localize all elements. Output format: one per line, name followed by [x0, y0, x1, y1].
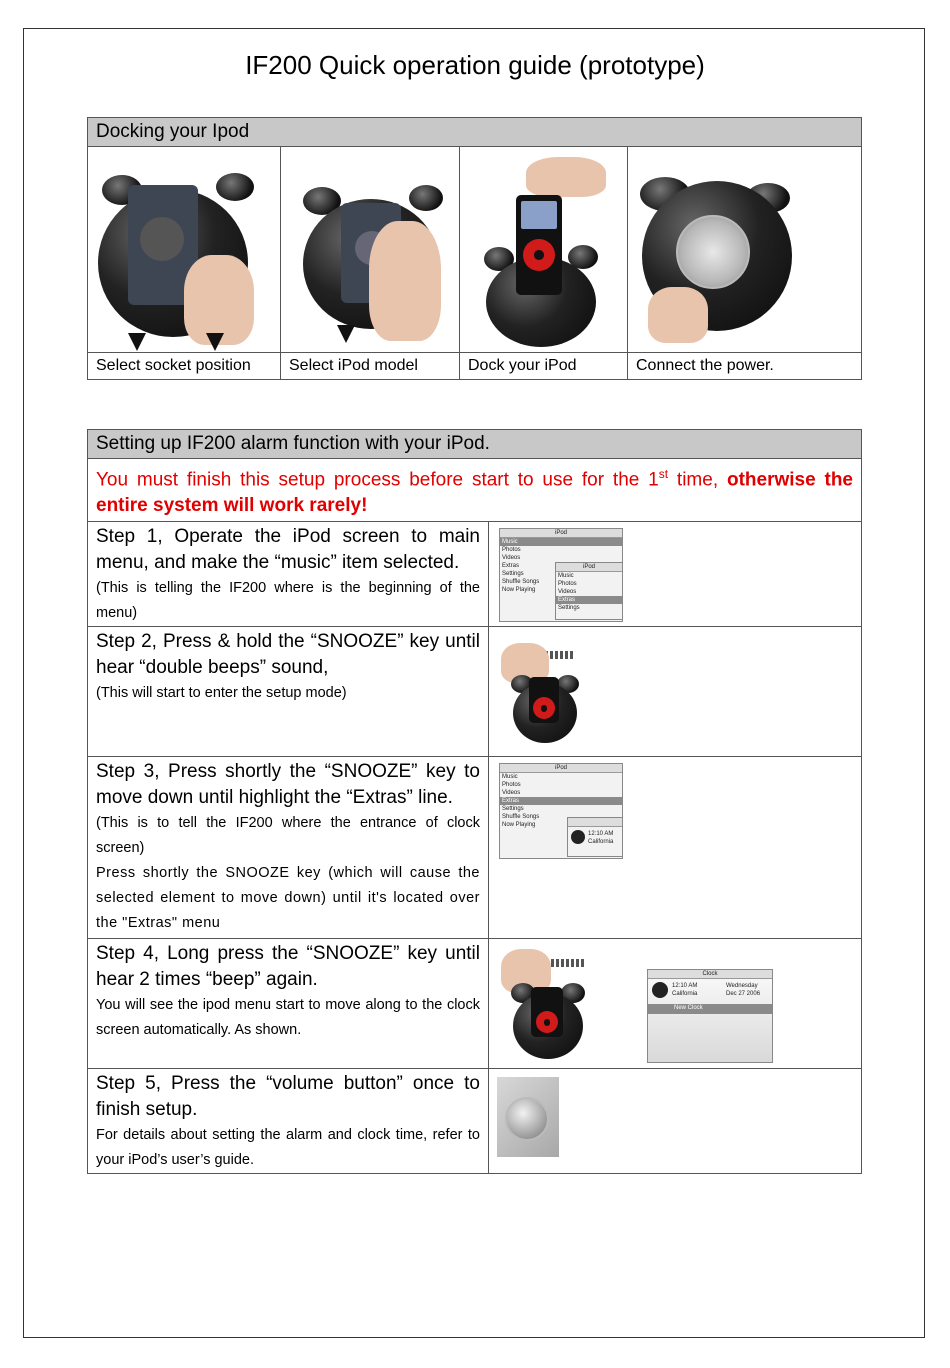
setup-warning: You must finish this setup process before start to use for the 1st time, otherwise the entire system will work rarely! — [88, 459, 862, 522]
step-5-main: Step 5, Press the “volume button” once to finish setup. — [96, 1073, 480, 1121]
step-1-note: (This is telling the IF200 where is the beginning of the menu) — [96, 580, 480, 622]
step-3-note-2: Press shortly the SNOOZE key (which will cause the selected element to move down) until it's located over the "Extras" menu — [96, 865, 480, 932]
step-4-main: Step 4, Long press the “SNOOZE” key until hear 2 times “beep” again. — [96, 943, 480, 991]
step-2-main: Step 2, Press & hold the “SNOOZE” key until hear “double beeps” sound, — [96, 631, 480, 679]
step-4-text — [88, 939, 489, 1069]
step-2-image — [489, 627, 862, 757]
step-5-note: For details about setting the alarm and clock time, refer to your iPod’s user’s guide. — [96, 1127, 480, 1169]
photo-dock-ipod — [460, 147, 628, 353]
step-3-image — [489, 757, 862, 939]
photo-connect-power — [628, 147, 862, 353]
step-4-note: You will see the ipod menu start to move along to the clock screen automatically. As shown. — [96, 997, 480, 1039]
step-3-note-1: (This is to tell the IF200 where the entrance of clock screen) — [96, 815, 480, 857]
caption-select-socket: Select socket position — [88, 353, 281, 380]
ipod-extras-screenshot: iPod Music Photos Videos Extras Settings Shuffle Songs Now Playing — [499, 763, 623, 859]
ipod-main-menu-screenshot: iPod Music Photos Videos Extras Settings Shuffle Songs Now Playing — [499, 528, 623, 622]
step-3-main: Step 3, Press shortly the “SNOOZE” key to move down until highlight the “Extras” line. — [96, 761, 480, 809]
docking-heading: Docking your Ipod — [88, 118, 862, 147]
step-2-note: (This will start to enter the setup mode) — [96, 685, 347, 702]
photo-select-socket — [88, 147, 281, 353]
ipod-clock-preview: 12:10 AM California — [567, 817, 623, 857]
step-1-image — [489, 522, 862, 627]
caption-select-model: Select iPod model — [281, 353, 460, 380]
step-2-text — [88, 627, 489, 757]
caption-dock-ipod: Dock your iPod — [460, 353, 628, 380]
ipod-sub-menu-screenshot: iPod Music Photos Videos Extras Settings — [555, 562, 623, 620]
step-4-image — [489, 939, 862, 1069]
setup-table — [87, 429, 862, 1174]
step-5-image — [489, 1069, 862, 1174]
step-5-text — [88, 1069, 489, 1174]
ipod-clock-screenshot: Clock 12:10 AM California Wednesday Dec 27 2006 New Clock — [647, 969, 773, 1063]
setup-heading: Setting up IF200 alarm function with your iPod. — [88, 430, 862, 459]
step-1-main: Step 1, Operate the iPod screen to main menu, and make the “music” item selected. — [96, 526, 480, 574]
photo-select-model — [281, 147, 460, 353]
volume-button-icon — [505, 1097, 549, 1141]
step-3-text — [88, 757, 489, 939]
document-title: IF200 Quick operation guide (prototype) — [245, 50, 705, 80]
caption-connect-power: Connect the power. — [628, 353, 862, 380]
docking-table — [87, 117, 862, 380]
step-1-text — [88, 522, 489, 627]
